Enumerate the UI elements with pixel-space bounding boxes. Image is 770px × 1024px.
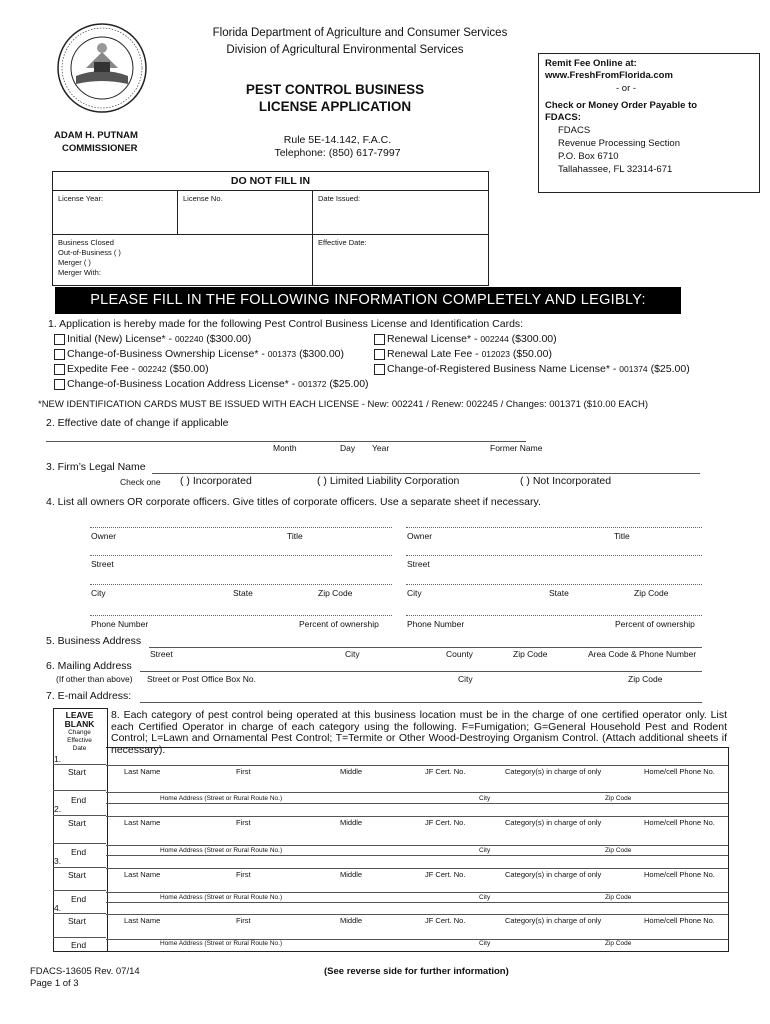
section8-instructions: 8. Each category of pest control being operated at this business location must be in the charge of one certified operator only. List each Certified Operator in charge of each category using the following. F=Fumigation; G=General Household Pest and Rodent Control; L=Lawn and Ornamental Pest Control; T=Termite or Other Wood-Destroying Organism Control. (Attach additional sheets if necessary). bbox=[111, 709, 727, 757]
office-use-title: DO NOT FILL IN bbox=[230, 175, 311, 187]
instruction-banner bbox=[55, 287, 681, 314]
row-number: 2. bbox=[54, 804, 62, 814]
renewal-license-label: Renewal License* - 002244 ($300.00) bbox=[387, 333, 557, 345]
zip-label: Zip Code bbox=[605, 940, 632, 947]
street1-line[interactable] bbox=[90, 555, 392, 556]
city-label: City bbox=[479, 795, 491, 802]
remit-payable: FDACS: bbox=[545, 112, 581, 123]
commissioner-name: ADAM H. PUTNAM bbox=[54, 130, 138, 141]
first-label: First bbox=[236, 916, 251, 925]
zip-label: Zip Code bbox=[634, 588, 669, 598]
owner1-line[interactable] bbox=[90, 527, 392, 528]
form-title: PEST CONTROL BUSINESS bbox=[245, 82, 425, 97]
closed-label: Business Closed bbox=[58, 238, 114, 247]
day-label: Day bbox=[340, 443, 356, 453]
street-label: Street bbox=[407, 559, 430, 569]
last-name-label: Last Name bbox=[124, 870, 161, 879]
effective-label: Effective bbox=[67, 737, 92, 744]
zip-label: Zip Code bbox=[628, 674, 663, 684]
renewal-license-checkbox[interactable] bbox=[374, 334, 385, 345]
initial-license-checkbox[interactable] bbox=[54, 334, 65, 345]
start-label: Start bbox=[68, 767, 86, 777]
categories-label: Category(s) in charge of only bbox=[505, 870, 602, 879]
jf-cert-label: JF Cert. No. bbox=[425, 916, 466, 925]
license-year-label: License Year: bbox=[58, 194, 104, 203]
city-label: City bbox=[91, 588, 106, 598]
if-other-label: (If other than above) bbox=[56, 674, 133, 684]
start-label: Start bbox=[68, 916, 86, 926]
section1-intro: 1. Application is hereby made for the following Pest Control Business License and Identification Cards: bbox=[48, 318, 524, 330]
change-address-checkbox[interactable] bbox=[54, 379, 65, 390]
expedite-fee-checkbox[interactable] bbox=[54, 364, 65, 375]
email-line[interactable] bbox=[140, 702, 702, 703]
end-label: End bbox=[71, 847, 87, 857]
year-label: Year bbox=[372, 443, 390, 453]
home-address-label: Home Address (Street or Rural Route No.) bbox=[160, 894, 283, 901]
city-label: City bbox=[479, 894, 491, 901]
department-title: Florida Department of Agriculture and Consumer Services bbox=[212, 27, 508, 39]
first-label: First bbox=[236, 767, 251, 776]
change-ownership-label: Change-of-Business Ownership License* - 001373 ($300.00) bbox=[67, 348, 345, 360]
closed-label: Merger ( ) bbox=[58, 258, 91, 267]
end-label: End bbox=[71, 940, 87, 950]
state-label: State bbox=[233, 588, 253, 598]
department-seal bbox=[56, 22, 148, 114]
home-address-label: Home Address (Street or Rural Route No.) bbox=[160, 940, 283, 947]
home-phone-label: Home/cell Phone No. bbox=[644, 767, 715, 776]
remit-addr: Tallahassee, FL 32314-671 bbox=[558, 164, 673, 175]
state-label: State bbox=[549, 588, 569, 598]
row-number: 4. bbox=[54, 903, 62, 913]
remit-addr: Revenue Processing Section bbox=[558, 138, 680, 149]
banner-text: PLEASE FILL IN THE FOLLOWING INFORMATION COMPLETELY AND LEGIBLY: bbox=[90, 292, 646, 308]
blank-label: BLANK bbox=[64, 719, 95, 729]
street2-line[interactable] bbox=[406, 555, 702, 556]
street-label: Street bbox=[150, 649, 173, 659]
phone-label: Phone Number bbox=[91, 619, 149, 629]
renewal-late-checkbox[interactable] bbox=[374, 349, 385, 360]
remit-addr: P.O. Box 6710 bbox=[558, 151, 619, 162]
owner-label: Owner bbox=[91, 531, 117, 541]
section6-label: 6. Mailing Address bbox=[46, 660, 132, 672]
street-po-label: Street or Post Office Box No. bbox=[147, 674, 256, 684]
jf-cert-label: JF Cert. No. bbox=[425, 818, 466, 827]
city2-line[interactable] bbox=[406, 584, 702, 585]
city-label: City bbox=[458, 674, 473, 684]
legal-name-line[interactable] bbox=[152, 473, 700, 474]
not-incorporated-option[interactable]: ( ) Not Incorporated bbox=[520, 475, 612, 487]
commissioner-title: COMMISSIONER bbox=[62, 143, 138, 154]
telephone: Telephone: (850) 617-7997 bbox=[274, 147, 401, 159]
middle-label: Middle bbox=[340, 818, 363, 827]
row-number: 3. bbox=[54, 856, 62, 866]
change-ownership-checkbox[interactable] bbox=[54, 349, 65, 360]
remit-line: Remit Fee Online at: bbox=[545, 58, 637, 69]
owner-label: Owner bbox=[407, 531, 433, 541]
city-label: City bbox=[407, 588, 422, 598]
date-label: Date bbox=[72, 745, 87, 752]
zip-label: Zip Code bbox=[605, 795, 632, 802]
mailing-address-line[interactable] bbox=[140, 671, 702, 672]
id-cards-note: *NEW IDENTIFICATION CARDS MUST BE ISSUED WITH EACH LICENSE - New: 002241 / Renew: 002245 / Changes: 001371 ($10.00 EACH) bbox=[38, 399, 648, 410]
remit-box bbox=[538, 53, 760, 193]
phone-label: Phone Number bbox=[407, 619, 465, 629]
change-label: Change bbox=[68, 729, 91, 736]
percent-label: Percent of ownership bbox=[299, 619, 379, 629]
categories-label: Category(s) in charge of only bbox=[505, 818, 602, 827]
division-title: Division of Agricultural Environmental Services bbox=[226, 44, 464, 56]
city-label: City bbox=[479, 847, 491, 854]
jf-cert-label: JF Cert. No. bbox=[425, 870, 466, 879]
home-phone-label: Home/cell Phone No. bbox=[644, 818, 715, 827]
closed-label: Merger With: bbox=[58, 268, 101, 277]
home-phone-label: Home/cell Phone No. bbox=[644, 870, 715, 879]
section5-label: 5. Business Address bbox=[46, 635, 142, 647]
closed-label: Out-of-Business ( ) bbox=[58, 248, 121, 257]
initial-license-label: Initial (New) License* - 002240 ($300.00) bbox=[67, 333, 252, 345]
title-label: Title bbox=[614, 531, 630, 541]
effective-date-line[interactable] bbox=[46, 441, 526, 442]
check-one-label: Check one bbox=[120, 477, 161, 487]
start-label: Start bbox=[68, 818, 86, 828]
section2-label: 2. Effective date of change if applicable bbox=[46, 417, 229, 429]
street-label: Street bbox=[91, 559, 114, 569]
month-label: Month bbox=[273, 443, 297, 453]
home-address-label: Home Address (Street or Rural Route No.) bbox=[160, 795, 283, 802]
first-label: First bbox=[236, 818, 251, 827]
form-number: FDACS-13605 Rev. 07/14 bbox=[30, 966, 140, 977]
row-number: 1. bbox=[54, 754, 62, 764]
city-label: City bbox=[479, 940, 491, 947]
section4-label: 4. List all owners OR corporate officers. Give titles of corporate officers. Use a separate sheet if necessary. bbox=[46, 496, 541, 508]
county-label: County bbox=[446, 649, 473, 659]
area-phone-label: Area Code & Phone Number bbox=[588, 649, 697, 659]
section7-label: 7. E-mail Address: bbox=[46, 690, 132, 702]
date-issued-label: Date Issued: bbox=[318, 194, 361, 203]
owner2-line[interactable] bbox=[406, 527, 702, 528]
llc-option[interactable]: ( ) Limited Liability Corporation bbox=[317, 475, 460, 487]
categories-label: Category(s) in charge of only bbox=[505, 767, 602, 776]
effective-date-label: Effective Date: bbox=[318, 238, 367, 247]
rule-reference: Rule 5E-14.142, F.A.C. bbox=[283, 134, 392, 146]
phone1-line[interactable] bbox=[90, 615, 392, 616]
percent-label: Percent of ownership bbox=[615, 619, 695, 629]
business-address-line[interactable] bbox=[149, 647, 702, 648]
home-phone-label: Home/cell Phone No. bbox=[644, 916, 715, 925]
jf-cert-label: JF Cert. No. bbox=[425, 767, 466, 776]
expedite-fee-label: Expedite Fee - 002242 ($50.00) bbox=[67, 363, 209, 375]
city-label: City bbox=[345, 649, 360, 659]
leave-label: LEAVE bbox=[65, 710, 94, 720]
office-use-box bbox=[52, 171, 489, 286]
last-name-label: Last Name bbox=[124, 916, 161, 925]
change-address-label: Change-of-Business Location Address License* - 001372 ($25.00) bbox=[67, 378, 369, 390]
middle-label: Middle bbox=[340, 870, 363, 879]
former-name-label: Former Name bbox=[490, 443, 543, 453]
middle-label: Middle bbox=[340, 916, 363, 925]
end-label: End bbox=[71, 894, 87, 904]
remit-or: - or - bbox=[616, 83, 637, 94]
home-address-label: Home Address (Street or Rural Route No.) bbox=[160, 847, 283, 854]
first-label: First bbox=[236, 870, 251, 879]
start-label: Start bbox=[68, 870, 86, 880]
renewal-late-label: Renewal Late Fee - 012023 ($50.00) bbox=[387, 348, 552, 360]
change-name-checkbox[interactable] bbox=[374, 364, 385, 375]
phone2-line[interactable] bbox=[406, 615, 702, 616]
section3-label: 3. Firm’s Legal Name bbox=[46, 461, 146, 473]
city1-line[interactable] bbox=[90, 584, 392, 585]
reverse-side-note: (See reverse side for further information) bbox=[324, 966, 509, 977]
change-name-label: Change-of-Registered Business Name License* - 001374 ($25.00) bbox=[387, 363, 690, 375]
remit-url[interactable]: www.FreshFromFlorida.com bbox=[545, 70, 673, 81]
last-name-label: Last Name bbox=[124, 818, 161, 827]
remit-addr: FDACS bbox=[558, 125, 591, 136]
zip-label: Zip Code bbox=[605, 847, 632, 854]
page-number: Page 1 of 3 bbox=[30, 978, 79, 989]
form-subtitle: LICENSE APPLICATION bbox=[258, 99, 412, 114]
zip-label: Zip Code bbox=[318, 588, 353, 598]
last-name-label: Last Name bbox=[124, 767, 161, 776]
categories-label: Category(s) in charge of only bbox=[505, 916, 602, 925]
end-label: End bbox=[71, 795, 87, 805]
title-label: Title bbox=[287, 531, 303, 541]
incorporated-option[interactable]: ( ) Incorporated bbox=[180, 475, 252, 487]
remit-check: Check or Money Order Payable to bbox=[545, 100, 698, 111]
middle-label: Middle bbox=[340, 767, 363, 776]
zip-label: Zip Code bbox=[605, 894, 632, 901]
zip-label: Zip Code bbox=[513, 649, 548, 659]
license-no-label: License No. bbox=[183, 194, 223, 203]
